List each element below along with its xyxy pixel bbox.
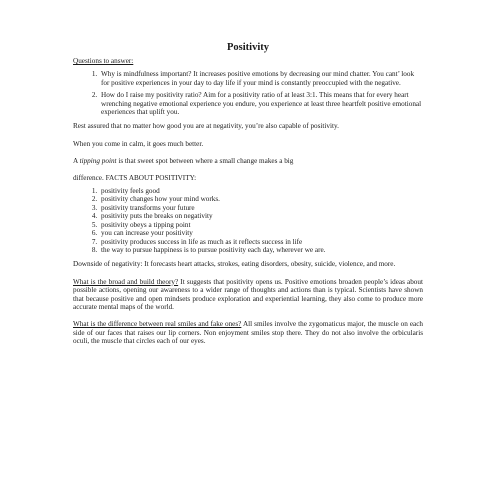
tipping-prefix: A: [73, 157, 80, 166]
fact-item: 8. the way to pursue happiness is to pursue positivity each day, wherever we are.: [99, 246, 423, 254]
rest-assured-paragraph: Rest assured that no matter how good you are at negativity, you’re also capable of positivity.: [73, 122, 339, 131]
fact-item: 4. positivity puts the breaks on negativity: [99, 212, 423, 220]
document-body: [73, 42, 423, 355]
tipping-point-paragraph: [73, 157, 423, 165]
tipping-term: tipping point: [79, 157, 117, 166]
downside-paragraph: Downside of negativity: It forecasts heart attacks, strokes, eating disorders, obesity, suicide, violence, and more.: [73, 260, 396, 269]
document-title: Positivity: [227, 42, 269, 53]
tipping-suffix: is that sweet spot between where a small change makes a big: [116, 157, 294, 166]
fact-item: 1. positivity feels good: [99, 187, 423, 195]
broaden-build-paragraph: [73, 278, 423, 312]
facts-heading: difference. FACTS ABOUT POSITIVITY:: [73, 173, 197, 182]
smiles-answer: All smiles involve the zygomaticus major, the muscle on each side of our faces that raises our lip corners. Non enjoyment smiles stop there. They do not also involve the orbicularis oculi, the muscle that circles each of our eyes.: [73, 320, 423, 346]
fact-item: 2. positivity changes how your mind works.: [99, 195, 423, 203]
broaden-build-question: What is the broad and build theory?: [73, 277, 179, 286]
fact-item: 5. positivity obeys a tipping point: [99, 221, 423, 229]
questions-heading: Questions to answer:: [73, 57, 134, 65]
fact-item: 3. positivity transforms your future: [99, 204, 423, 212]
smiles-question: What is the difference between real smiles and fake ones?: [73, 320, 242, 329]
question-item: 1. Why is mindfulness important? It increases positive emotions by decreasing our mind chatter. You cant’ look for positive experiences in your day to day life if your mind is constantly preoccupied with the negative.: [99, 70, 423, 87]
calm-paragraph: When you come in calm, it goes much better.: [73, 139, 204, 148]
facts-list: [73, 187, 423, 254]
smiles-paragraph: [73, 320, 423, 345]
questions-list: [73, 70, 423, 116]
question-item: 2. How do I raise my positivity ratio? Aim for a positivity ratio of at least 3:1. This means that for every heart wrenching negative emotional experience you endure, you experience at least three heartfelt positive emotional experiences that uplift you.: [99, 91, 423, 116]
fact-item: 7. positivity produces success in life as much as it reflects success in life: [99, 238, 423, 246]
broaden-build-answer: It suggests that positivity opens us. Positive emotions broaden people’s ideas about possible actions, opening our awareness to a wider range of thoughts and actions than is typical. Scientists have shown that because positive and open mindsets produce exploration and experiential learning, they also come to produce more accurate mental maps of the world.: [73, 277, 423, 311]
fact-item: 6. you can increase your positivity: [99, 229, 423, 237]
